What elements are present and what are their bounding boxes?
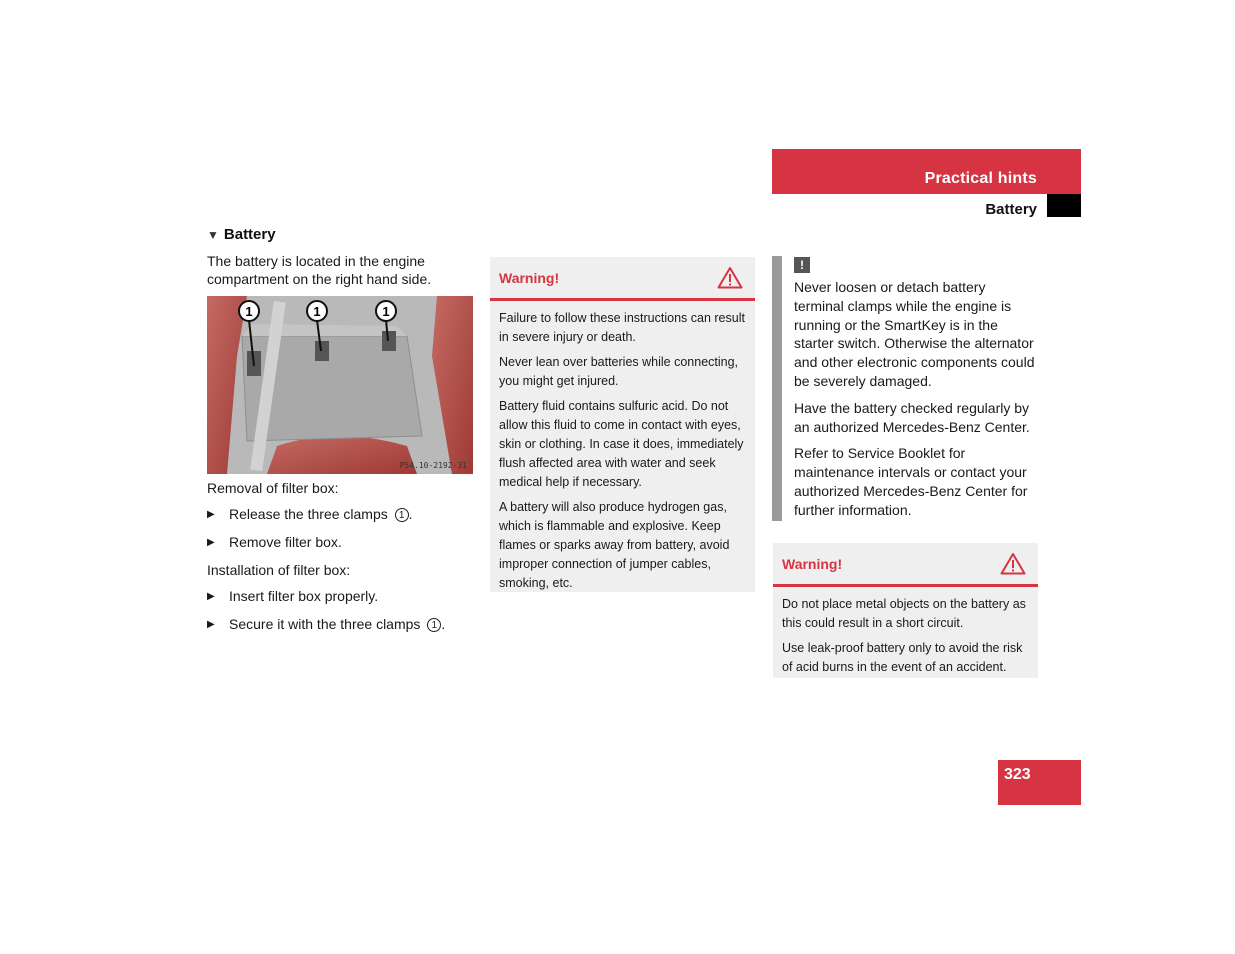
removal-label: Removal of filter box: <box>207 480 339 496</box>
step-text: Insert filter box properly. <box>229 588 379 604</box>
step-tail: . <box>408 506 413 522</box>
warning-triangle-icon <box>1000 552 1026 575</box>
left-column <box>207 226 473 643</box>
list-item <box>207 533 473 552</box>
callout-1: 1 <box>245 304 253 319</box>
callout-3: 1 <box>382 304 390 319</box>
warning-box-1 <box>490 257 755 592</box>
triangle-down-icon: ▼ <box>207 227 219 242</box>
step-text: Remove filter box. <box>229 534 342 550</box>
intro-text: The battery is located in the engine compartment on the right hand side. <box>207 253 432 287</box>
warning-body <box>490 301 755 605</box>
bullet-arrow-icon: ▶ <box>207 509 215 520</box>
list-item <box>207 587 473 606</box>
battery-compartment-illustration <box>207 296 473 474</box>
battery-photo <box>207 296 473 474</box>
callout-circle: 1 <box>427 618 441 632</box>
page-number: 323 <box>998 760 1081 805</box>
list-item <box>207 505 473 524</box>
exclamation-icon: ! <box>794 257 810 273</box>
bullet-arrow-icon: ▶ <box>207 537 215 548</box>
warning-header <box>773 543 1038 587</box>
warning-paragraph: Use leak-proof battery only to avoid the risk of acid burns in the event of an accident. <box>782 641 1023 674</box>
image-reference-code: P54.10-2192-31 <box>399 461 467 470</box>
warning-title: Warning! <box>782 555 843 572</box>
notice-paragraph: Never loosen or detach battery terminal clamps while the engine is running or the SmartKey is in the starter switch. Otherwise the alternator and other electronic components could be severely damaged. <box>794 279 1035 389</box>
step-text: Release the three clamps <box>229 506 392 522</box>
warning-paragraph: Failure to follow these instructions can result in severe injury or death. <box>499 311 745 344</box>
bullet-arrow-icon: ▶ <box>207 591 215 602</box>
warning-title: Warning! <box>499 269 560 286</box>
notice-paragraph: Have the battery checked regularly by an authorized Mercedes-Benz Center. <box>794 399 1030 435</box>
warning-paragraph: A battery will also produce hydrogen gas, which is flammable and explosive. Keep flames or sparks away from battery, avoid improper connection of jumper cables, smoking, etc. <box>499 500 730 590</box>
callout-circle: 1 <box>395 508 409 522</box>
subsection-header <box>772 194 1081 218</box>
notice-side-bar <box>772 256 782 521</box>
bullet-arrow-icon: ▶ <box>207 619 215 630</box>
subsection-title: Battery <box>985 201 1037 218</box>
section-heading <box>207 226 473 243</box>
thumb-index-tab <box>1047 194 1081 217</box>
warning-box-2 <box>773 543 1038 678</box>
warning-paragraph: Never lean over batteries while connecting, you might get injured. <box>499 355 739 388</box>
notice-paragraph: Refer to Service Booklet for maintenance intervals or contact your authorized Mercedes-Benz Center for further information. <box>794 445 1028 518</box>
warning-paragraph: Do not place metal objects on the battery as this could result in a short circuit. <box>782 597 1026 630</box>
section-header-bar <box>772 149 1081 194</box>
list-item <box>207 615 473 634</box>
installation-label: Installation of filter box: <box>207 562 351 578</box>
step-tail: . <box>441 616 446 632</box>
section-heading-text: Battery <box>223 226 276 243</box>
callout-2: 1 <box>313 304 321 319</box>
warning-paragraph: Battery fluid contains sulfuric acid. Do not allow this fluid to come in contact with eyes, skin or clothing. In case it does, immediately flush affected area with water and seek medical help if necessary. <box>499 399 744 489</box>
section-title: Practical hints <box>924 170 1037 187</box>
warning-triangle-icon <box>717 266 743 289</box>
notice-box <box>772 256 1038 521</box>
step-text: Secure it with the three clamps <box>229 616 425 632</box>
warning-header <box>490 257 755 301</box>
warning-body <box>773 587 1038 689</box>
